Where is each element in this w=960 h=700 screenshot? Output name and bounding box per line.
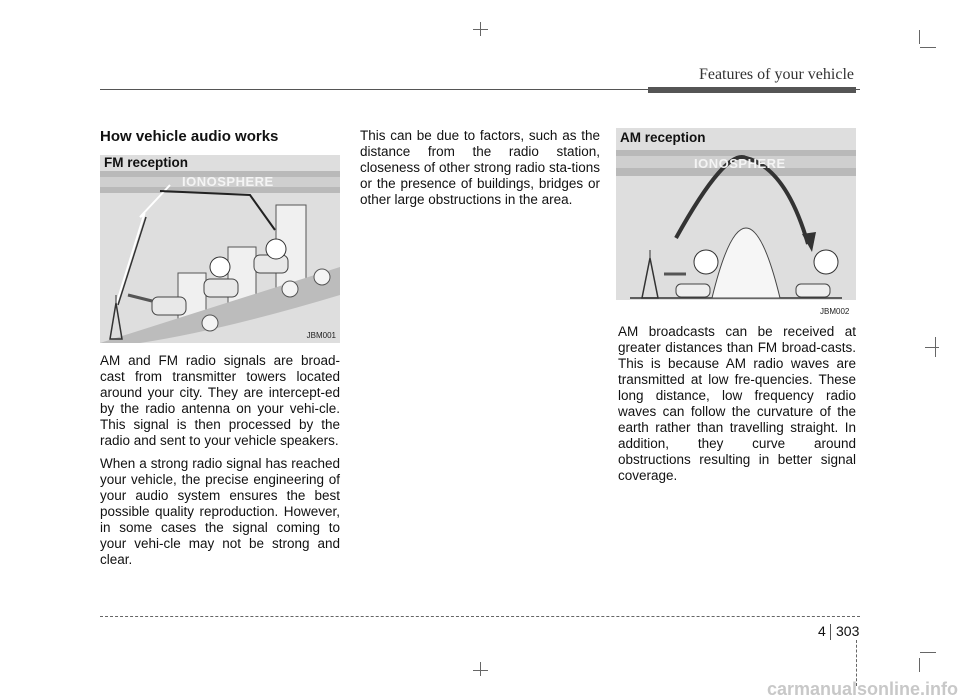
car xyxy=(796,284,830,297)
paragraph: AM and FM radio signals are broad-cast from transmitter towers located around your city. They are intercept-ed by the radio antenna on your vehi-cle. This signal is then processed by the radio and sent to your vehicle speakers. xyxy=(100,353,340,448)
chapter-number: 4 xyxy=(818,623,826,639)
watermark: carmanualsonline.info xyxy=(766,679,958,699)
crop-mark-right-bar xyxy=(925,347,939,348)
column-1-text xyxy=(100,353,340,575)
ionosphere-label: IONOSPHERE xyxy=(694,156,786,171)
mountain xyxy=(712,228,780,298)
fm-figure-title: FM reception xyxy=(104,155,189,170)
page-heading: How vehicle audio works xyxy=(100,128,279,145)
paragraph: AM broadcasts can be received at greater distances than FM broad-casts. This is because AM radio waves are transmitted at low fre-quencies. These long distance, low frequency radio waves can follow the curvature of the earth rather than travelling straight. In addition, they curve around obstructions resulting in better signal coverage. xyxy=(618,324,856,483)
column-2-text xyxy=(360,128,600,215)
am-illustration xyxy=(616,128,856,300)
paragraph: This can be due to factors, such as the distance from the radio station, closeness of other strong radio sta-tions or the presence of buildings, bridges or other large obstructions in the area. xyxy=(360,128,600,207)
road xyxy=(100,267,340,343)
paragraph: When a strong radio signal has reached your vehicle, the precise engineering of your audio system ensures the best possible quality reproduction. However, in some cases the signal coming to your vehi-cle may not be strong and clear. xyxy=(100,456,340,567)
crop-mark-top-right-v xyxy=(919,30,920,44)
crop-mark-bottom-bar xyxy=(473,670,488,671)
ionosphere-label: IONOSPHERE xyxy=(182,174,274,189)
crop-mark-bottom-right-h xyxy=(920,652,936,653)
transmitter-tower xyxy=(642,258,658,298)
crop-mark-bottom-right-v xyxy=(919,658,920,672)
transmitter-tower xyxy=(110,303,122,339)
am-reception-figure xyxy=(616,128,856,300)
page-number: 303 xyxy=(836,623,860,639)
car xyxy=(204,279,238,297)
car xyxy=(152,297,186,315)
crop-mark-top-right-h xyxy=(920,47,936,48)
fm-reception-figure xyxy=(100,155,340,343)
footer-rule xyxy=(100,616,860,617)
am-figure-code: JBM002 xyxy=(820,307,850,316)
page-number-divider xyxy=(830,624,831,640)
column-3-text xyxy=(618,324,856,491)
crop-mark-bottom xyxy=(480,662,481,676)
crop-mark-top-bar xyxy=(473,29,488,30)
car xyxy=(676,284,710,297)
section-title: Features of your vehicle xyxy=(698,66,854,83)
am-figure-title: AM reception xyxy=(620,130,706,145)
header-rule-accent xyxy=(648,87,856,93)
fm-figure-code: JBM001 xyxy=(306,331,336,340)
